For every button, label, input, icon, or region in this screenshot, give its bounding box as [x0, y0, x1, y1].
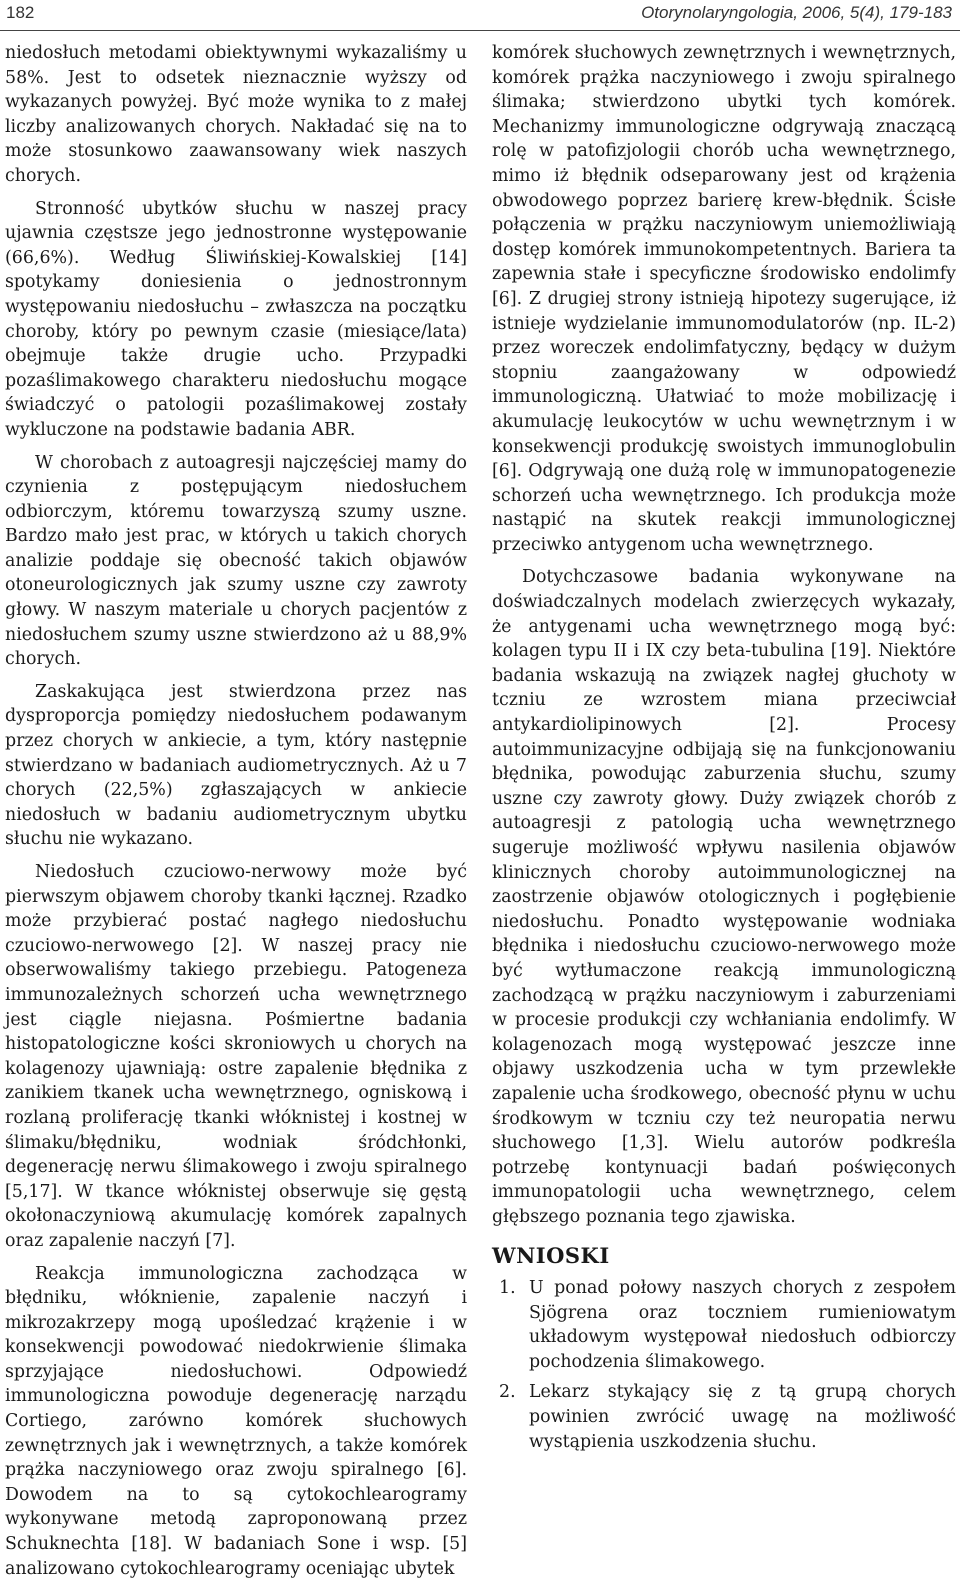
page-number: 182: [6, 3, 34, 23]
list-item-text: U ponad połowy naszych chorych z zespołem Sjögrena oraz toczniem rumieniowatym układowym występował niedosłuch odbiorczy pochodzenia ślimakowego.: [529, 1278, 956, 1372]
list-item-number: 1.: [499, 1276, 516, 1301]
list-item-number: 2.: [499, 1380, 516, 1405]
paragraph: Stronność ubytków słuchu w naszej pracy ujawnia częstsze jego jednostronne występowanie (66,6%). Według Śliwińskiej-Kowalskiej [14] spotykamy doniesienia o jednostronnym występowaniu niedosłuchu – zwłaszcza na początku choroby, który po pewnym czasie (miesiące/lata) obejmuje także drugie ucho. Przypadki pozaślimakowego charakteru niedosłuchu mogące świadczyć o patologii pozaślimakowej zostały wykluczone na podstawie badania ABR.: [5, 197, 467, 443]
list-item-text: Lekarz stykający się z tą grupą chorych powinien zwrócić uwagę na możliwość wystąpienia uszkodzenia słuchu.: [529, 1382, 956, 1451]
right-column: [492, 41, 956, 1460]
page-header: [0, 0, 960, 31]
conclusions-list: [492, 1276, 956, 1454]
section-title: WNIOSKI: [492, 1244, 956, 1269]
paragraph: W chorobach z autoagresji najczęściej mamy do czynienia z postępującym niedosłuchem odbiorczym, któremu towarzyszą szumy uszne. Bardzo mało jest prac, w których u takich chorych analizie poddaje się obecność takich objawów otoneurologicznych jak szumy uszne czy zawroty głowy. W naszym materiale u chorych pacjentów z niedosłuchem szumy uszne stwierdzono aż u 88,9% chorych.: [5, 451, 467, 672]
paragraph: Niedosłuch czuciowo-nerwowy może być pierwszym objawem choroby tkanki łącznej. Rzadko może przybierać postać nagłego niedosłuchu czuciowo-nerwowego [2]. W naszej pracy nie obserwowaliśmy takiego przebiegu. Patogeneza immunozależnych schorzeń ucha wewnętrznego jest ciągle niejasna. Pośmiertne badania histopatologiczne kości skroniowych u chorych na kolagenozy ujawniają: ostre zapalenie błędnika z zanikiem tkanek ucha wewnętrznego, ogniskową i rozlaną proliferację tkanki włóknistej i kostnej w ślimaku/błędniku, wodniak śródchłonki, degenerację nerwu ślimakowego i zwoju spiralnego [5,17]. W tkance włóknistej obserwuje się gęstą okołonaczyniową akumulację komórek zapalnych oraz zapalenie naczyń [7].: [5, 860, 467, 1254]
paragraph: niedosłuch metodami obiektywnymi wykazaliśmy u 58%. Jest to odsetek nieznacznie wyższy od wykazanych powyżej. Być może wynika to z małej liczby analizowanych chorych. Nakładać się na to może stosunkowo zaawansowany wiek naszych chorych.: [5, 41, 467, 189]
paragraph: Zaskakująca jest stwierdzona przez nas dysproporcja pomiędzy niedosłuchem podawanym przez chorych w ankiecie, a tym, który następnie stwierdzano w badaniach audiometrycznych. Aż u 7 chorych (22,5%) zgłaszających w ankiecie niedosłuch w badaniu audiometrycznym ubytku słuchu nie wykazano.: [5, 680, 467, 852]
paragraph: Reakcja immunologiczna zachodząca w błędniku, włóknienie, zapalenie naczyń i mikrozakrzepy mogą upośledzać krążenie i w konsekwencji powodować niedokrwienie ślimaka sprzyjające niedosłuchowi. Odpowiedź immunologiczna powoduje degenerację narządu Cortiego, zarówno komórek słuchowych zewnętrznych jak i wewnętrznych, a także komórek prążka naczyniowego oraz zwoju spiralnego [6]. Dowodem na to są cytokochlearogramy wykonywane metodą zaproponowaną przez Schuknechta [18]. W badaniach Sone i wsp. [5] analizowano cytokochlearogramy oceniając ubytek: [5, 1262, 467, 1581]
list-item: [492, 1380, 956, 1454]
left-column: [5, 41, 467, 1581]
journal-citation: Otorynolaryngologia, 2006, 5(4), 179-183: [641, 3, 952, 23]
list-item: [492, 1276, 956, 1374]
paragraph: Dotychczasowe badania wykonywane na doświadczalnych modelach zwierzęcych wykazały, że antygenami ucha wewnętrznego mogą być: kolagen typu II i IX czy beta-tubulina [19]. Niektóre badania wskazują na związek nagłej głuchoty w tczniu ze wzrostem miana przeciwciał antykardiolipinowych [2]. Procesy autoimmunizacyjne odbijają się na funkcjonowaniu błędnika, powodując zaburzenia słuchu, szumy uszne czy zawroty głowy. Duży związek chorób z autoagresji z patologią ucha wewnętrznego sugeruje możliwość wpływu nasilenia objawów klinicznych choroby autoimmunologicznej na zaostrzenie objawów otologicznych i pogłębienie niedosłuchu. Ponadto występowanie wodniaka błędnika i niedosłuchu czuciowo-nerwowego może być wytłumaczone reakcją immunologiczną zachodzącą w prążku naczyniowym i zaburzeniami w procesie produkcji czy wchłaniania endolimfy. W kolagenozach mogą występować jeszcze inne objawy uszkodzenia ucha w tym przewlekłe zapalenie ucha środkowego, obecność płynu w uchu środkowym w tczniu czy też neuropatia nerwu słuchowego [1,3]. Wielu autorów podkreśla potrzebę kontynuacji badań poświęconych immunopatologii ucha wewnętrznego, celem głębszego poznania tego zjawiska.: [492, 565, 956, 1229]
paragraph: komórek słuchowych zewnętrznych i wewnętrznych, komórek prążka naczyniowego i zwoju spiralnego ślimaka; stwierdzono ubytki tych komórek. Mechanizmy immunologiczne odgrywają znaczącą rolę w patofizjologii chorób ucha wewnętrznego, mimo iż błędnik odseparowany jest od krążenia obwodowego poprzez barierę krew-błędnik. Ścisłe połączenia w prążku naczyniowym uniemożliwiają dostęp komórek immunokompetentnych. Bariera ta zapewnia stałe i specyficzne środowisko endolimfy [6]. Z drugiej strony istnieją hipotezy sugerujące, iż istnieje wydzielanie immunomodulatorów (np. IL-2) przez woreczek endolimfatyczny, będący w dużym stopniu zaangażowany w odpowiedź immunologiczną. Ułatwiać to może mobilizację i akumulację leukocytów w uchu wewnętrznym i w konsekwencji produkcję swoistych immunoglobulin [6]. Odgrywają one dużą rolę w immunopatogenezie schorzeń ucha wewnętrznego. Ich produkcja może nastąpić na skutek reakcji immunologicznej przeciwko antygenom ucha wewnętrznego.: [492, 41, 956, 557]
